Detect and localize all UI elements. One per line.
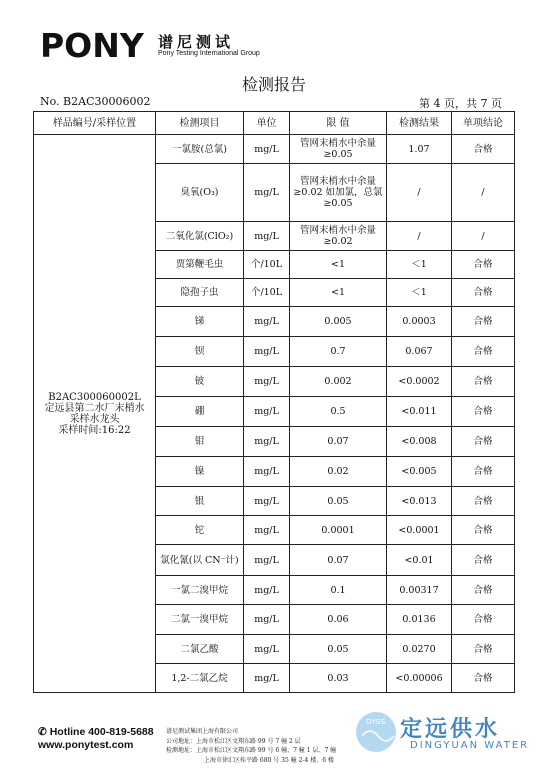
cell-unit: mg/L [244, 605, 290, 635]
logo-word: PONY [40, 30, 144, 60]
cell-conclusion: / [452, 222, 515, 251]
cell-limit: 0.5 [290, 397, 387, 427]
cell-unit: mg/L [244, 307, 290, 337]
cell-unit: mg/L [244, 635, 290, 664]
cell-limit: 0.06 [290, 605, 387, 635]
cell-unit: mg/L [244, 337, 290, 367]
cell-conclusion: 合格 [452, 135, 515, 164]
watermark-name-en: DINGYUAN WATER [410, 740, 530, 751]
cell-unit: mg/L [244, 576, 290, 605]
cell-result: <0.011 [387, 397, 452, 427]
cell-item: 一氯二溴甲烷 [156, 576, 244, 605]
cell-limit: 管网末梢水中余量≥0.02 如加氯，总氯≥0.05 [290, 164, 387, 222]
report-number: No. B2AC30006002 [40, 95, 151, 108]
cell-item: 钼 [156, 427, 244, 457]
address-line: 公司地址：上海市松江区文翔东路 99 号 7 幢 2 层 [166, 737, 301, 745]
sample-info [34, 135, 156, 693]
cell-item: 铊 [156, 516, 244, 545]
cell-limit: 0.02 [290, 457, 387, 487]
cell-result: 0.00317 [387, 576, 452, 605]
cell-unit: mg/L [244, 397, 290, 427]
cell-item: 锑 [156, 307, 244, 337]
cell-unit: mg/L [244, 487, 290, 516]
company-name-en: Pony Testing International Group [158, 50, 260, 57]
cell-limit: 0.07 [290, 427, 387, 457]
address-line: 谱尼测试集团上海有限公司 [166, 728, 239, 735]
address-line: 检测地址：上海市松江区文翔东路 99 号 6 幢、7 幢 1 层、7 幢 [166, 747, 337, 754]
cell-limit: 0.0001 [290, 516, 387, 545]
results-table [33, 111, 515, 693]
sample-info-line: 采样时间:16:22 [58, 424, 131, 436]
table-row [34, 135, 515, 164]
hotline: ✆ Hotline 400-819-5688 [38, 726, 154, 738]
cell-conclusion: 合格 [452, 251, 515, 279]
cell-unit: mg/L [244, 135, 290, 164]
cell-result: 0.0136 [387, 605, 452, 635]
cell-conclusion: / [452, 164, 515, 222]
cell-item: 一氯胺(总氯) [156, 135, 244, 164]
cell-item: 镍 [156, 457, 244, 487]
cell-result: / [387, 222, 452, 251]
cell-item: 隐孢子虫 [156, 279, 244, 307]
cell-unit: mg/L [244, 664, 290, 693]
address-line: 上海市徐汇区桂平路 680 号 35 幢 2-4 楼、6 楼 [204, 756, 334, 764]
cell-unit: mg/L [244, 164, 290, 222]
cell-limit: 0.07 [290, 545, 387, 576]
cell-limit: 管网末梢水中余量≥0.05 [290, 135, 387, 164]
cell-conclusion: 合格 [452, 337, 515, 367]
watermark-name-cn: 定远供水 [400, 717, 501, 742]
cell-item: 二氯乙酸 [156, 635, 244, 664]
col-header-result: 检测结果 [387, 112, 452, 135]
cell-limit: 管网末梢水中余量≥0.02 [290, 222, 387, 251]
cell-result: / [387, 164, 452, 222]
report-title: 检测报告 [241, 75, 306, 94]
cell-result: <0.008 [387, 427, 452, 457]
cell-limit: 0.002 [290, 367, 387, 397]
cell-result: <0.0001 [387, 516, 452, 545]
cell-item: 铍 [156, 367, 244, 397]
cell-result: 0.0270 [387, 635, 452, 664]
sample-info-line: B2AC300060002L [48, 391, 141, 403]
cell-conclusion: 合格 [452, 635, 515, 664]
cell-item: 银 [156, 487, 244, 516]
cell-limit: <1 [290, 279, 387, 307]
cell-item: 臭氧(O₃) [156, 164, 244, 222]
cell-result: <0.00006 [387, 664, 452, 693]
col-header-sample: 样品编号/采样位置 [34, 112, 156, 135]
cell-result: ＜1 [387, 279, 452, 307]
cell-conclusion: 合格 [452, 367, 515, 397]
cell-unit: mg/L [244, 545, 290, 576]
pony-logo-mark [40, 30, 152, 60]
page-indicator: 第 4 页，共 7 页 [419, 97, 502, 110]
cell-item: 硼 [156, 397, 244, 427]
col-header-item: 检测项目 [156, 112, 244, 135]
cell-item: 1,2-二氯乙烷 [156, 664, 244, 693]
watermark-badge: DYGS [366, 718, 386, 726]
cell-item: 二氧化氯(ClO₂) [156, 222, 244, 251]
cell-limit: 0.05 [290, 487, 387, 516]
cell-unit: mg/L [244, 222, 290, 251]
sample-info-line: 定远县第二水厂末梢水 [44, 402, 145, 414]
col-header-limit: 限 值 [290, 112, 387, 135]
cell-limit: 0.005 [290, 307, 387, 337]
pony-logo [40, 30, 152, 60]
cell-conclusion: 合格 [452, 397, 515, 427]
cell-unit: mg/L [244, 367, 290, 397]
cell-conclusion: 合格 [452, 279, 515, 307]
cell-item: 二氯一溴甲烷 [156, 605, 244, 635]
cell-limit: <1 [290, 251, 387, 279]
cell-limit: 0.05 [290, 635, 387, 664]
cell-item: 氯化氰(以 CN⁻计) [156, 545, 244, 576]
col-header-conclusion: 单项结论 [452, 112, 515, 135]
cell-unit: 个/10L [244, 279, 290, 307]
cell-unit: mg/L [244, 457, 290, 487]
cell-unit: 个/10L [244, 251, 290, 279]
col-header-unit: 单位 [244, 112, 290, 135]
cell-conclusion: 合格 [452, 605, 515, 635]
cell-result: 0.067 [387, 337, 452, 367]
sample-info-line: 采样水龙头 [69, 413, 120, 425]
cell-conclusion: 合格 [452, 457, 515, 487]
cell-unit: mg/L [244, 427, 290, 457]
footer-address [166, 727, 336, 765]
cell-result: 0.0003 [387, 307, 452, 337]
company-name-cn: 谱尼测试 [158, 33, 235, 51]
cell-conclusion: 合格 [452, 664, 515, 693]
cell-conclusion: 合格 [452, 427, 515, 457]
cell-conclusion: 合格 [452, 307, 515, 337]
cell-item: 贾第鞭毛虫 [156, 251, 244, 279]
cell-conclusion: 合格 [452, 576, 515, 605]
cell-result: 1.07 [387, 135, 452, 164]
cell-item: 钡 [156, 337, 244, 367]
table-header-row [34, 112, 515, 135]
cell-result: <0.0002 [387, 367, 452, 397]
cell-limit: 0.03 [290, 664, 387, 693]
cell-conclusion: 合格 [452, 487, 515, 516]
cell-limit: 0.7 [290, 337, 387, 367]
cell-unit: mg/L [244, 516, 290, 545]
cell-result: <0.013 [387, 487, 452, 516]
cell-result: <0.005 [387, 457, 452, 487]
cell-result: <0.01 [387, 545, 452, 576]
cell-conclusion: 合格 [452, 545, 515, 576]
cell-conclusion: 合格 [452, 516, 515, 545]
website-link[interactable]: www.ponytest.com [38, 739, 134, 751]
cell-result: ＜1 [387, 251, 452, 279]
cell-limit: 0.1 [290, 576, 387, 605]
